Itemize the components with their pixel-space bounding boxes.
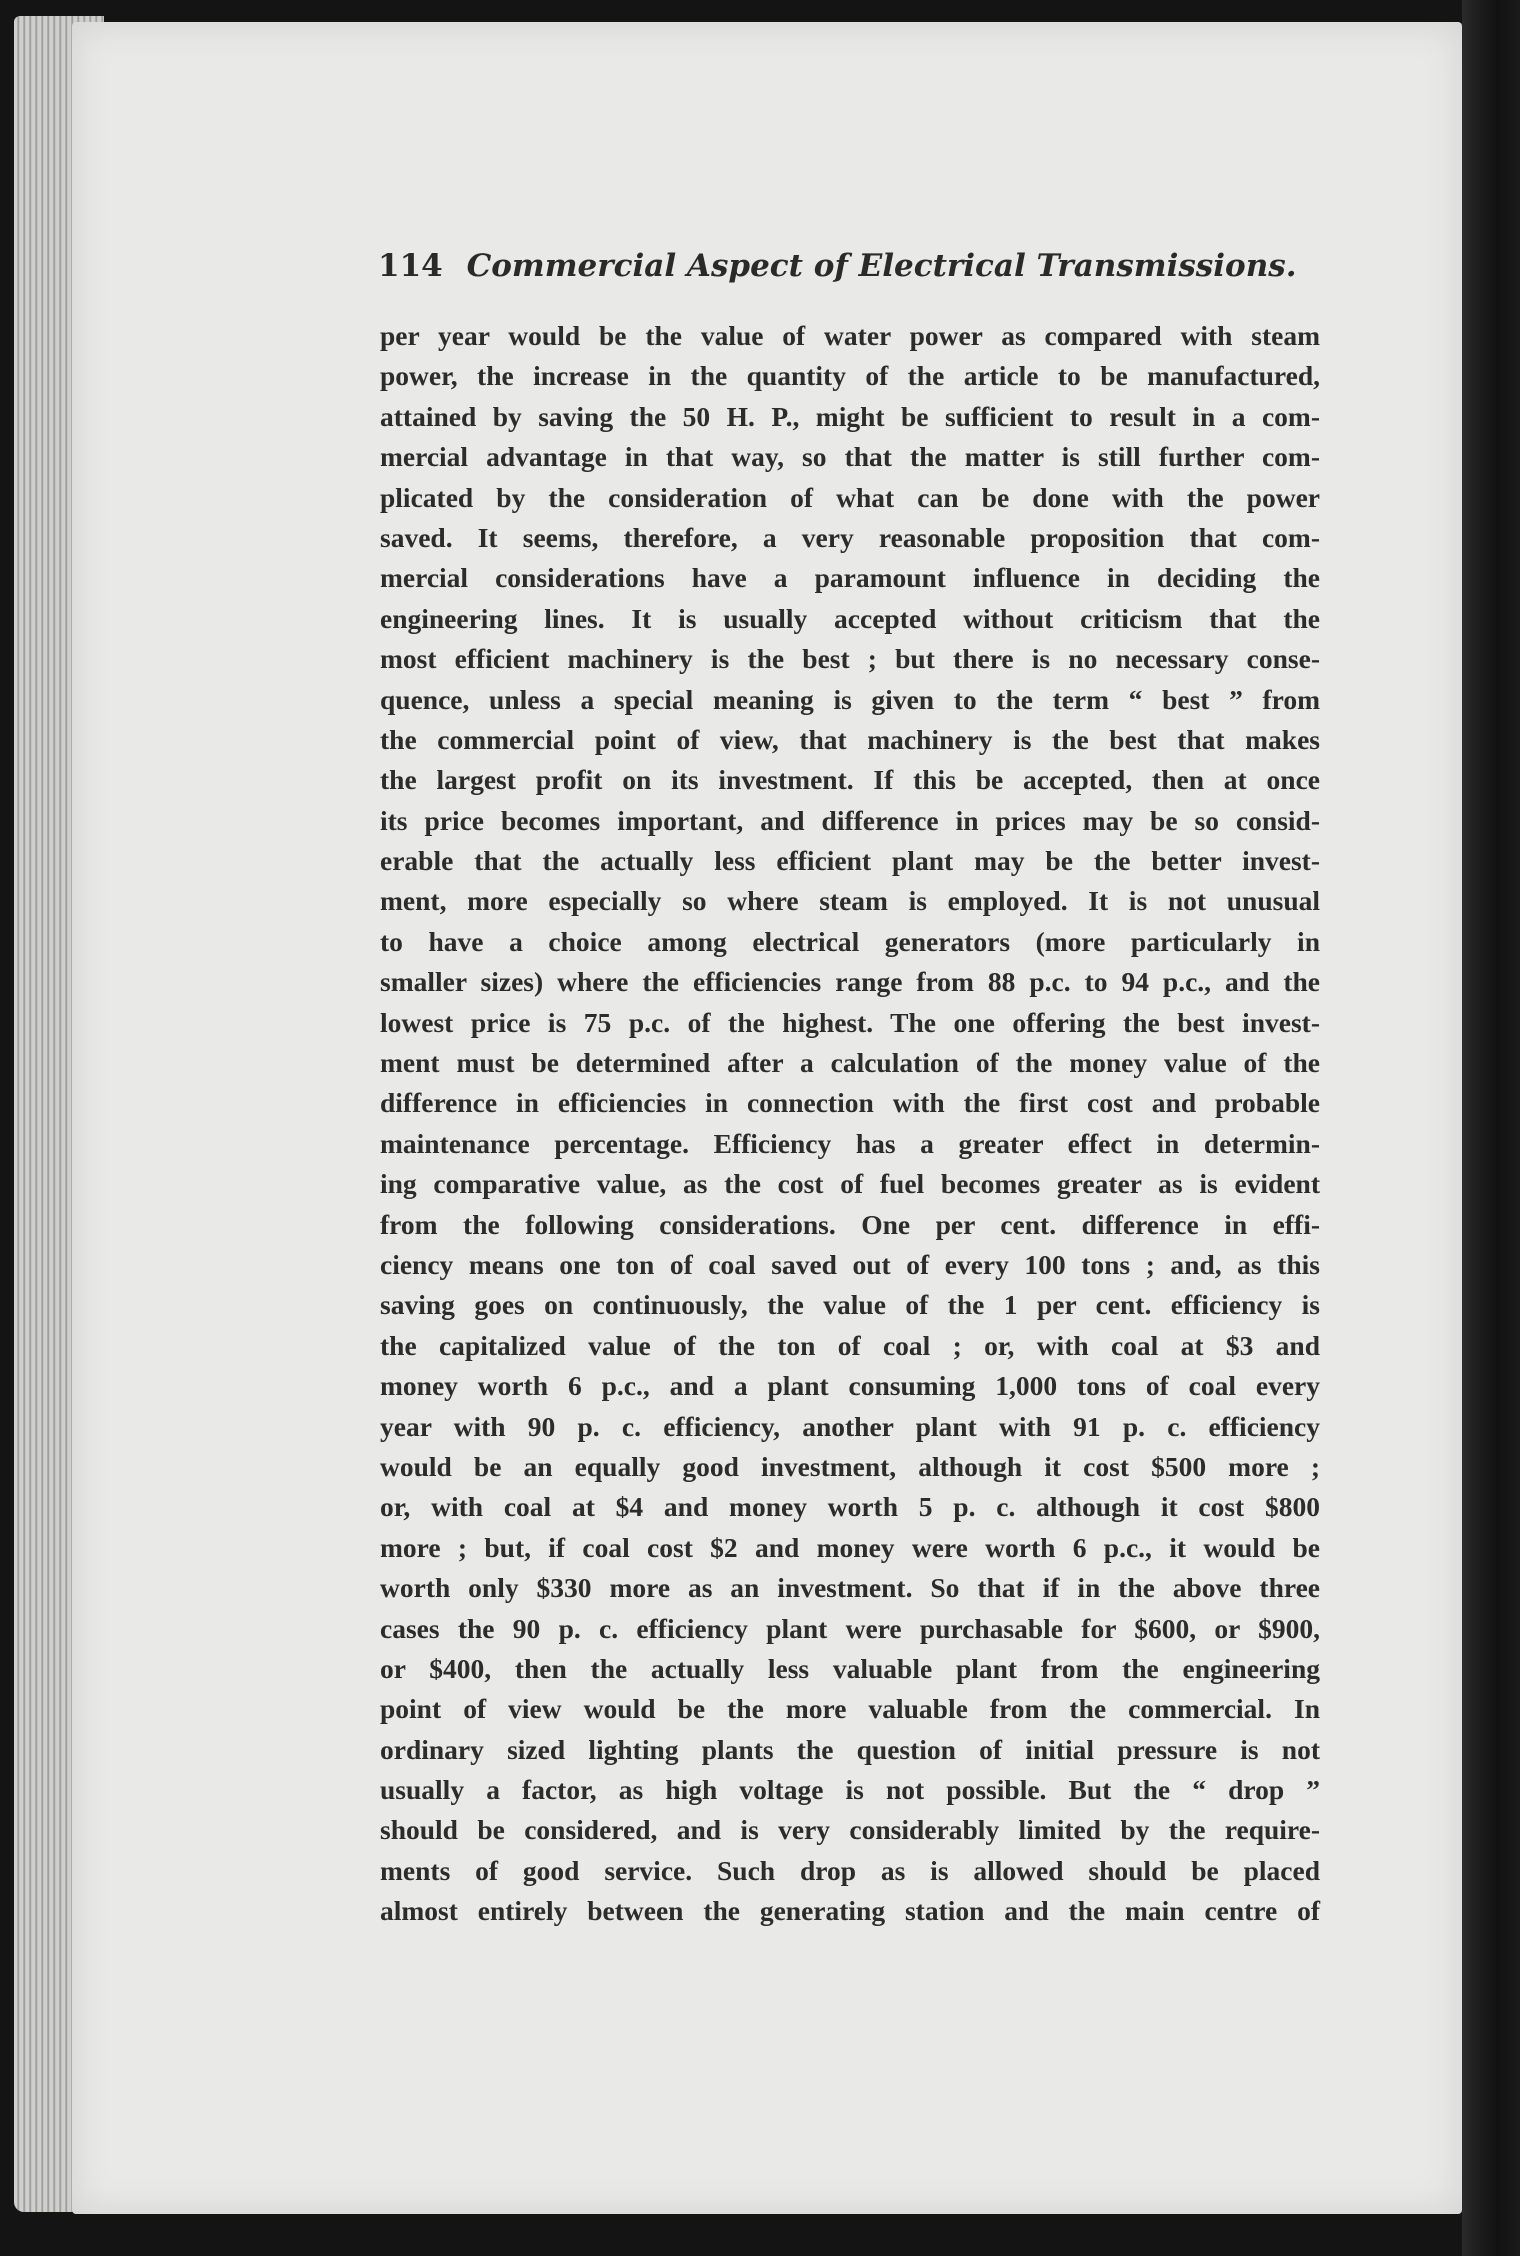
text-line: plicated by the consideration of what can be done with the power: [380, 481, 1320, 513]
text-line: quence, unless a special meaning is given to the term “ best ” from: [380, 683, 1320, 715]
text-line: cases the 90 p. c. efficiency plant were purchasable for $600, or $900,: [380, 1612, 1320, 1644]
text-line: or $400, then the actually less valuable plant from the engineering: [380, 1652, 1320, 1684]
text-line: more ; but, if coal cost $2 and money were worth 6 p.c., it would be: [380, 1531, 1320, 1563]
text-line: money worth 6 p.c., and a plant consuming 1,000 tons of coal every: [380, 1370, 1320, 1402]
text-line: per year would be the value of water power as compared with steam: [380, 320, 1320, 351]
text-line: saving goes on continuously, the value of the 1 per cent. efficiency is: [380, 1289, 1320, 1321]
text-line: saved. It seems, therefore, a very reasonable proposition that com-: [380, 521, 1320, 553]
text-line: power, the increase in the quantity of the article to be manufactured,: [380, 360, 1320, 392]
running-title: Commercial Aspect of Electrical Transmissions.: [466, 248, 1297, 284]
text-line: lowest price is 75 p.c. of the highest. The one offering the best invest-: [380, 1006, 1320, 1038]
body-text: [380, 316, 1320, 1932]
text-line: engineering lines. It is usually accepted without criticism that the: [380, 602, 1320, 634]
text-line: its price becomes important, and difference in prices may be so consid-: [380, 804, 1320, 836]
text-line: almost entirely between the generating station and the main centre of: [380, 1895, 1320, 1927]
text-line: usually a factor, as high voltage is not possible. But the “ drop ”: [380, 1774, 1320, 1806]
text-line: attained by saving the 50 H. P., might be sufficient to result in a com-: [380, 400, 1320, 432]
page-number: 114: [378, 248, 443, 284]
text-line: from the following considerations. One per cent. difference in effi-: [380, 1208, 1320, 1240]
scan-border: [1462, 0, 1520, 2256]
text-line: maintenance percentage. Efficiency has a greater effect in determin-: [380, 1127, 1320, 1159]
text-line: mercial considerations have a paramount influence in deciding the: [380, 562, 1320, 594]
text-line: should be considered, and is very considerably limited by the require-: [380, 1814, 1320, 1846]
text-line: to have a choice among electrical generators (more particularly in: [380, 925, 1320, 957]
text-line: ing comparative value, as the cost of fuel becomes greater as is evident: [380, 1168, 1320, 1200]
text-line: ciency means one ton of coal saved out of every 100 tons ; and, as this: [380, 1248, 1320, 1280]
text-line: ments of good service. Such drop as is allowed should be placed: [380, 1854, 1320, 1886]
page-header: [378, 248, 1297, 292]
text-line: smaller sizes) where the efficiencies range from 88 p.c. to 94 p.c., and the: [380, 966, 1320, 998]
text-line: the commercial point of view, that machinery is the best that makes: [380, 723, 1320, 755]
text-line: mercial advantage in that way, so that the matter is still further com-: [380, 441, 1320, 473]
text-line: ment, more especially so where steam is employed. It is not unusual: [380, 885, 1320, 917]
text-line: most efficient machinery is the best ; but there is no necessary conse-: [380, 643, 1320, 675]
text-line: year with 90 p. c. efficiency, another plant with 91 p. c. efficiency: [380, 1410, 1320, 1442]
text-line: erable that the actually less efficient plant may be the better invest-: [380, 845, 1320, 877]
text-line: difference in efficiencies in connection with the first cost and probable: [380, 1087, 1320, 1119]
text-line: worth only $330 more as an investment. So that if in the above three: [380, 1572, 1320, 1604]
text-line: or, with coal at $4 and money worth 5 p. c. although it cost $800: [380, 1491, 1320, 1523]
text-line: ordinary sized lighting plants the question of initial pressure is not: [380, 1733, 1320, 1765]
text-line: would be an equally good investment, although it cost $500 more ;: [380, 1450, 1320, 1482]
text-line: ment must be determined after a calculation of the money value of the: [380, 1047, 1320, 1079]
text-line: point of view would be the more valuable from the commercial. In: [380, 1693, 1320, 1725]
text-line: the capitalized value of the ton of coal ; or, with coal at $3 and: [380, 1329, 1320, 1361]
text-line: the largest profit on its investment. If this be accepted, then at once: [380, 764, 1320, 796]
